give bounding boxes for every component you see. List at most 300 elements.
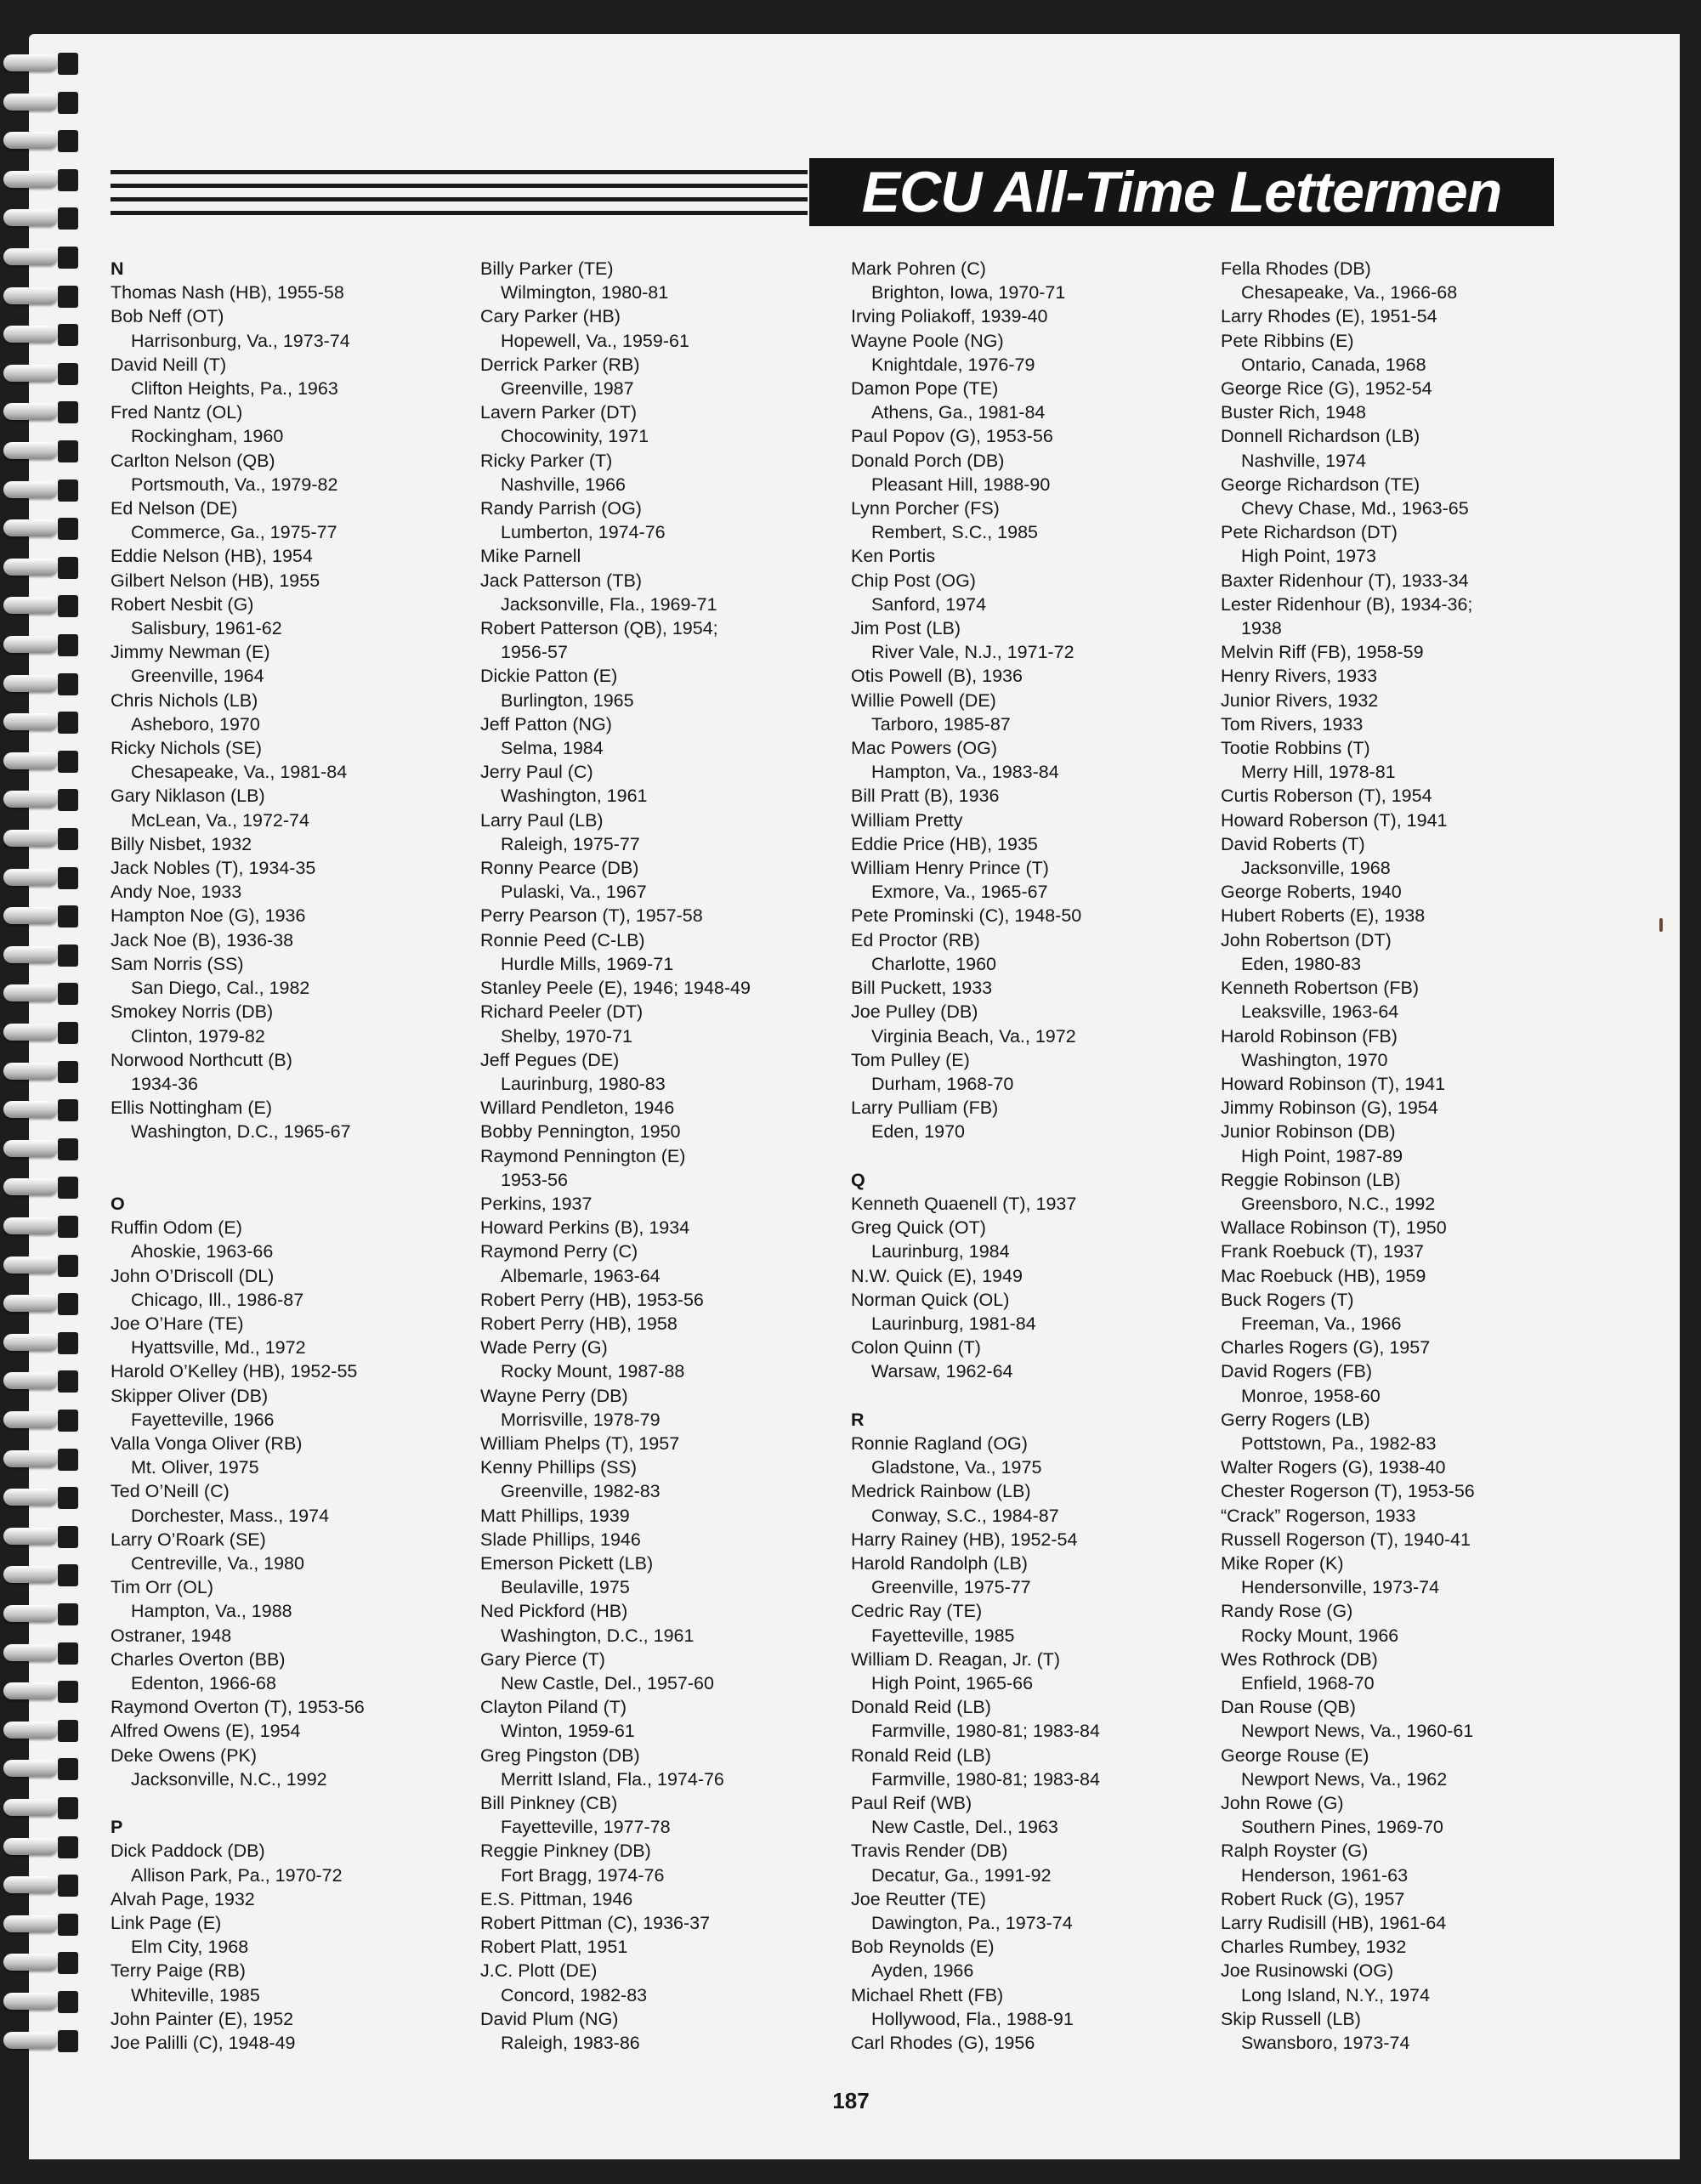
letterman-entry: Larry Rudisill (HB), 1961-64: [1221, 1913, 1447, 1934]
letterman-detail: Rocky Mount, 1966: [1241, 1625, 1399, 1646]
binding-ring: [3, 439, 82, 464]
ring-coil: [3, 869, 58, 886]
letterman-entry: Clayton Piland (T): [480, 1697, 627, 1718]
letterman-detail: Clifton Heights, Pa., 1963: [131, 378, 338, 400]
letterman-detail: Wilmington, 1980-81: [501, 282, 669, 303]
letterman-detail: Pleasant Hill, 1988-90: [871, 474, 1051, 495]
ring-coil: [3, 636, 58, 653]
letterman-entry: Robert Nesbit (G): [111, 593, 254, 615]
letterman-detail: Eden, 1970: [871, 1121, 965, 1143]
ring-coil: [3, 1799, 58, 1816]
letterman-entry: Walter Rogers (G), 1938-40: [1221, 1457, 1446, 1478]
letterman-entry: Link Page (E): [111, 1912, 222, 1933]
letterman-entry: Carl Rhodes (G), 1956: [851, 2033, 1035, 2053]
ring-coil: [3, 1644, 58, 1661]
ring-coil: [3, 1217, 58, 1234]
letterman-entry: E.S. Pittman, 1946: [480, 1888, 633, 1909]
punch-hole: [58, 1681, 78, 1703]
letterman-entry: Hubert Roberts (E), 1938: [1221, 905, 1426, 927]
header-rule: [111, 211, 808, 215]
ring-coil: [3, 2032, 58, 2049]
letterman-entry: Bobby Pennington, 1950: [480, 1121, 681, 1143]
letterman-entry: John Rowe (G): [1221, 1793, 1344, 1813]
binding-ring: [3, 1485, 82, 1511]
letterman-entry: Paul Popov (G), 1953-56: [851, 426, 1053, 447]
letterman-entry: Jerry Paul (C): [480, 762, 593, 783]
letterman-detail: Fayetteville, 1966: [131, 1409, 275, 1430]
letterman-detail: Conway, S.C., 1984-87: [871, 1505, 1059, 1526]
letterman-entry: Terry Paige (RB): [111, 1960, 246, 1982]
letterman-entry: Mac Roebuck (HB), 1959: [1221, 1265, 1426, 1286]
letterman-entry: Raymond Perry (C): [480, 1241, 638, 1262]
ring-coil: [3, 830, 58, 847]
punch-hole: [58, 1991, 78, 2013]
ring-coil: [3, 54, 58, 71]
punch-hole: [58, 1564, 78, 1586]
punch-hole: [58, 1370, 78, 1393]
letterman-entry: Thomas Nash (HB), 1955-58: [111, 282, 344, 303]
letterman-entry: William D. Reagan, Jr. (T): [851, 1648, 1061, 1670]
letterman-detail: Tarboro, 1985-87: [871, 713, 1011, 735]
letterman-detail: Burlington, 1965: [501, 689, 634, 711]
binding-ring: [3, 749, 82, 774]
letterman-entry: Ronnie Peed (C-LB): [480, 929, 645, 950]
ring-coil: [3, 132, 58, 149]
letterman-entry: William Pretty: [851, 809, 963, 831]
letterman-entry: Norman Quick (OL): [851, 1289, 1010, 1310]
letterman-entry: Reggie Pinkney (DB): [480, 1841, 651, 1862]
letterman-detail: New Castle, Del., 1963: [871, 1817, 1058, 1838]
letterman-entry: Joe O’Hare (TE): [111, 1313, 244, 1334]
letterman-detail: San Diego, Cal., 1982: [131, 978, 310, 999]
letterman-detail: Hendersonville, 1973-74: [1241, 1577, 1440, 1598]
letterman-entry: Irving Poliakoff, 1939-40: [851, 306, 1048, 327]
punch-hole: [58, 751, 78, 773]
letterman-entry: Chris Nichols (LB): [111, 689, 258, 711]
ring-coil: [3, 791, 58, 808]
letterman-entry: Mark Pohren (C): [851, 258, 986, 279]
letterman-detail: Mt. Oliver, 1975: [131, 1457, 259, 1478]
punch-hole: [58, 247, 78, 269]
letterman-entry: Wayne Perry (DB): [480, 1385, 628, 1406]
letterman-detail: Edenton, 1966-68: [131, 1672, 276, 1693]
section-gap: [111, 1791, 365, 1815]
letterman-entry: David Neill (T): [111, 354, 227, 375]
letterman-entry: Kenneth Robertson (FB): [1221, 978, 1420, 999]
binding-ring: [3, 1447, 82, 1472]
binding-ring: [3, 51, 82, 77]
binding-ring: [3, 1330, 82, 1356]
letterman-entry: George Roberts, 1940: [1221, 882, 1402, 903]
letterman-entry: Jack Noe (B), 1936-38: [111, 929, 294, 950]
letterman-entry: Perkins, 1937: [480, 1193, 593, 1214]
letterman-entry: Larry O’Roark (SE): [111, 1529, 266, 1550]
letterman-entry: Wallace Robinson (T), 1950: [1221, 1217, 1447, 1239]
section-letter: N: [111, 258, 124, 279]
letterman-entry: Tom Pulley (E): [851, 1049, 970, 1070]
punch-hole: [58, 169, 78, 191]
letterman-detail: Commerce, Ga., 1975-77: [131, 522, 337, 543]
letterman-detail: Dawington, Pa., 1973-74: [871, 1912, 1073, 1933]
letterman-detail: Clinton, 1979-82: [131, 1025, 265, 1047]
punch-hole: [58, 1875, 78, 1897]
letterman-entry: Willie Powell (DE): [851, 689, 996, 711]
binding-ring: [3, 943, 82, 968]
letterman-detail: Greenville, 1975-77: [871, 1577, 1031, 1598]
punch-hole: [58, 401, 78, 423]
letterman-detail: Southern Pines, 1969-70: [1241, 1817, 1443, 1838]
binding-ring: [3, 593, 82, 619]
letterman-entry: Russell Rogerson (T), 1940-41: [1221, 1529, 1471, 1550]
punch-hole: [58, 363, 78, 385]
letterman-detail: Newport News, Va., 1960-61: [1241, 1721, 1474, 1742]
binding-ring: [3, 981, 82, 1007]
letterman-detail: Laurinburg, 1981-84: [871, 1313, 1036, 1334]
binding-ring: [3, 1989, 82, 2015]
letterman-detail: Hyattsville, Md., 1972: [131, 1337, 306, 1359]
binding-ring: [3, 206, 82, 231]
letterman-detail: Chevy Chase, Md., 1963-65: [1241, 498, 1469, 519]
binding-ring: [3, 633, 82, 658]
ring-coil: [3, 1605, 58, 1622]
letterman-detail: Chocowinity, 1971: [501, 426, 649, 447]
letterman-entry: Joe Rusinowski (OG): [1221, 1960, 1394, 1982]
ring-coil: [3, 946, 58, 963]
binding-ring: [3, 400, 82, 425]
page-header: [111, 158, 1554, 226]
letterman-detail: Jacksonville, N.C., 1992: [131, 1768, 327, 1790]
letterman-detail: 1934-36: [131, 1073, 198, 1094]
letterman-detail: River Vale, N.J., 1971-72: [871, 642, 1074, 663]
letterman-entry: Jeff Pegues (DE): [480, 1049, 620, 1070]
punch-hole: [58, 1061, 78, 1083]
letterman-entry: Eddie Nelson (HB), 1954: [111, 546, 313, 567]
letterman-detail: Swansboro, 1973-74: [1241, 2033, 1410, 2054]
letterman-entry: Billy Nisbet, 1932: [111, 833, 252, 854]
letterman-entry: Raymond Pennington (E): [480, 1145, 686, 1166]
letterman-entry: Slade Phillips, 1946: [480, 1529, 641, 1550]
letterman-entry: Ralph Royster (G): [1221, 1841, 1369, 1862]
letterman-detail: Pulaski, Va., 1967: [501, 882, 647, 903]
letterman-entry: Andy Noe, 1933: [111, 882, 242, 903]
letterman-entry: Ricky Nichols (SE): [111, 738, 262, 759]
letterman-entry: Buck Rogers (T): [1221, 1289, 1354, 1310]
punch-hole: [58, 945, 78, 967]
letterman-entry: Valla Vonga Oliver (RB): [111, 1432, 303, 1454]
letterman-detail: Jacksonville, 1968: [1241, 858, 1391, 879]
letterman-detail: 1956-57: [501, 642, 568, 663]
letterman-detail: Raleigh, 1975-77: [501, 833, 640, 854]
letterman-entry: Bill Puckett, 1933: [851, 978, 993, 999]
letterman-entry: David Roberts (T): [1221, 833, 1365, 854]
letterman-entry: Larry Pulliam (FB): [851, 1098, 999, 1119]
letterman-detail: Morrisville, 1978-79: [501, 1409, 661, 1430]
letterman-entry: Henry Rivers, 1933: [1221, 666, 1378, 687]
punch-hole: [58, 207, 78, 230]
ring-coil: [3, 519, 58, 536]
punch-hole: [58, 518, 78, 540]
letterman-detail: Washington, D.C., 1965-67: [131, 1121, 351, 1143]
letterman-entry: Otis Powell (B), 1936: [851, 666, 1023, 687]
letterman-entry: Reggie Robinson (LB): [1221, 1169, 1401, 1190]
page-title: ECU All-Time Lettermen: [861, 160, 1502, 224]
letterman-entry: Howard Roberson (T), 1941: [1221, 809, 1448, 831]
binding-ring: [3, 1950, 82, 1976]
letterman-entry: Willard Pendleton, 1946: [480, 1098, 675, 1119]
ring-coil: [3, 1295, 58, 1312]
letterman-entry: Curtis Roberson (T), 1954: [1221, 786, 1432, 807]
letterman-entry: Frank Roebuck (T), 1937: [1221, 1241, 1424, 1262]
letterman-detail: Freeman, Va., 1966: [1241, 1313, 1402, 1334]
letterman-entry: Colon Quinn (T): [851, 1337, 981, 1359]
letterman-detail: Hampton, Va., 1983-84: [871, 762, 1059, 783]
ring-coil: [3, 1876, 58, 1893]
title-banner: [809, 158, 1554, 226]
ring-coil: [3, 326, 58, 343]
letterman-entry: Billy Parker (TE): [480, 258, 614, 279]
letterman-entry: Perry Pearson (T), 1957-58: [480, 905, 703, 927]
letterman-entry: Gary Pierce (T): [480, 1648, 605, 1670]
letterman-detail: Centreville, Va., 1980: [131, 1552, 304, 1574]
letterman-detail: Whiteville, 1985: [131, 1984, 260, 2005]
letterman-detail: Brighton, Iowa, 1970-71: [871, 282, 1066, 303]
binding-ring: [3, 361, 82, 387]
page-number: 187: [832, 2088, 870, 2113]
section-gap: [851, 1144, 1100, 1168]
binding-ring: [3, 1291, 82, 1317]
letterman-entry: Charles Overton (BB): [111, 1648, 286, 1670]
letterman-detail: Greensboro, N.C., 1992: [1241, 1193, 1436, 1214]
ring-coil: [3, 1450, 58, 1467]
letterman-detail: Merry Hill, 1978-81: [1241, 762, 1396, 783]
binding-ring: [3, 1679, 82, 1705]
letterman-entry: Harold Robinson (FB): [1221, 1025, 1398, 1047]
ring-coil: [3, 287, 58, 304]
letterman-detail: Allison Park, Pa., 1970-72: [131, 1864, 343, 1886]
letterman-entry: Junior Robinson (DB): [1221, 1121, 1396, 1143]
binding-ring: [3, 1408, 82, 1433]
punch-hole: [58, 1138, 78, 1160]
letterman-entry: Randy Rose (G): [1221, 1601, 1353, 1622]
letterman-detail: Concord, 1982-83: [501, 1984, 648, 2005]
letterman-entry: Robert Perry (HB), 1958: [480, 1313, 678, 1334]
binding-ring: [3, 284, 82, 309]
letterman-entry: Mac Powers (OG): [851, 738, 998, 759]
letterman-entry: Robert Perry (HB), 1953-56: [480, 1289, 704, 1310]
letterman-entry: Carlton Nelson (QB): [111, 450, 275, 471]
ring-coil: [3, 481, 58, 498]
ring-coil: [3, 365, 58, 382]
column-3: [851, 257, 1100, 2055]
ring-coil: [3, 1140, 58, 1157]
letterman-entry: Howard Robinson (T), 1941: [1221, 1073, 1446, 1094]
letterman-entry: Ostraner, 1948: [111, 1625, 232, 1646]
letterman-detail: Laurinburg, 1984: [871, 1241, 1010, 1262]
letterman-entry: Dick Paddock (DB): [111, 1841, 265, 1862]
letterman-detail: Gladstone, Va., 1975: [871, 1457, 1042, 1478]
letterman-entry: “Crack” Rogerson, 1933: [1221, 1505, 1416, 1526]
letterman-entry: Pete Prominski (C), 1948-50: [851, 905, 1082, 927]
letterman-detail: Hollywood, Fla., 1988-91: [871, 2008, 1074, 2029]
letterman-entry: Charles Rogers (G), 1957: [1221, 1337, 1431, 1359]
letterman-entry: Kenneth Quaenell (T), 1937: [851, 1193, 1077, 1214]
letterman-entry: John Robertson (DT): [1221, 929, 1392, 950]
letterman-entry: Bob Reynolds (E): [851, 1937, 995, 1958]
binding-ring: [3, 1137, 82, 1162]
punch-hole: [58, 440, 78, 462]
binding-ring: [3, 1873, 82, 1898]
ring-coil: [3, 752, 58, 769]
letterman-entry: Lester Ridenhour (B), 1934-36;: [1221, 593, 1473, 615]
header-rule: [111, 170, 808, 174]
punch-hole: [58, 634, 78, 656]
letterman-detail: Selma, 1984: [501, 738, 604, 759]
letterman-detail: Greenville, 1987: [501, 378, 634, 400]
letterman-detail: Newport News, Va., 1962: [1241, 1768, 1448, 1790]
ring-coil: [3, 1372, 58, 1389]
punch-hole: [58, 1526, 78, 1548]
punch-hole: [58, 905, 78, 927]
punch-hole: [58, 53, 78, 75]
letterman-entry: Larry Paul (LB): [480, 809, 604, 831]
binding-ring: [3, 1098, 82, 1123]
letterman-entry: Smokey Norris (DB): [111, 1001, 274, 1023]
letterman-detail: Chicago, Ill., 1986-87: [131, 1289, 304, 1310]
binding-ring: [3, 167, 82, 193]
letterman-detail: Sanford, 1974: [871, 593, 987, 615]
punch-hole: [58, 1332, 78, 1354]
letterman-detail: 1953-56: [501, 1169, 568, 1190]
letterman-detail: Nashville, 1974: [1241, 450, 1367, 471]
letterman-detail: Winton, 1959-61: [501, 1721, 635, 1742]
letterman-entry: Ted O’Neill (C): [111, 1481, 230, 1502]
letterman-entry: Emerson Pickett (LB): [480, 1552, 654, 1574]
letterman-entry: Pete Richardson (DT): [1221, 522, 1398, 543]
ring-coil: [3, 1178, 58, 1195]
ring-coil: [3, 442, 58, 459]
ring-coil: [3, 1722, 58, 1739]
ring-coil: [3, 1993, 58, 2010]
section-gap: [111, 1144, 365, 1168]
letterman-entry: George Richardson (TE): [1221, 474, 1420, 495]
ring-coil: [3, 1101, 58, 1118]
letterman-entry: Dickie Patton (E): [480, 666, 618, 687]
binding-ring: [3, 672, 82, 697]
letterman-entry: Larry Rhodes (E), 1951-54: [1221, 306, 1437, 327]
letterman-entry: Eddie Price (HB), 1935: [851, 833, 1038, 854]
letterman-entry: Gary Niklason (LB): [111, 786, 265, 807]
letterman-detail: Eden, 1980-83: [1241, 953, 1362, 974]
letterman-entry: Ronnie Ragland (OG): [851, 1432, 1028, 1454]
punch-hole: [58, 673, 78, 695]
letterman-detail: Monroe, 1958-60: [1241, 1385, 1381, 1406]
punch-hole: [58, 712, 78, 734]
letterman-entry: Michael Rhett (FB): [851, 1984, 1004, 2005]
binding-ring: [3, 1641, 82, 1666]
binding-ring: [3, 1175, 82, 1200]
letterman-detail: Laurinburg, 1980-83: [501, 1073, 666, 1094]
ring-coil: [3, 1682, 58, 1699]
letterman-detail: Decatur, Ga., 1991-92: [871, 1864, 1052, 1886]
ring-coil: [3, 248, 58, 265]
letterman-detail: Washington, D.C., 1961: [501, 1625, 695, 1646]
letterman-entry: Robert Patterson (QB), 1954;: [480, 618, 718, 639]
letterman-entry: Travis Render (DB): [851, 1841, 1008, 1862]
ring-coil: [3, 907, 58, 924]
letterman-detail: Athens, Ga., 1981-84: [871, 402, 1046, 423]
binding-ring: [3, 710, 82, 735]
letterman-entry: Chip Post (OG): [851, 570, 976, 591]
ring-coil: [3, 1411, 58, 1428]
letterman-detail: Greenville, 1964: [131, 666, 264, 687]
punch-hole: [58, 1216, 78, 1238]
ring-coil: [3, 1954, 58, 1971]
column-1: [111, 257, 365, 2055]
letterman-detail: Salisbury, 1961-62: [131, 618, 282, 639]
punch-hole: [58, 1797, 78, 1819]
ring-coil: [3, 713, 58, 730]
letterman-detail: Farmville, 1980-81; 1983-84: [871, 1721, 1100, 1742]
letterman-entry: Joe Pulley (DB): [851, 1001, 978, 1023]
letterman-detail: 1938: [1241, 618, 1282, 639]
letterman-detail: Exmore, Va., 1965-67: [871, 882, 1048, 903]
letterman-entry: Wayne Poole (NG): [851, 330, 1004, 351]
letterman-entry: Deke Owens (PK): [111, 1744, 258, 1766]
binding-ring: [3, 1020, 82, 1046]
letterman-detail: Leaksville, 1963-64: [1241, 1001, 1399, 1023]
letterman-detail: Fort Bragg, 1974-76: [501, 1864, 665, 1886]
binding-ring: [3, 245, 82, 270]
punch-hole: [58, 286, 78, 308]
ring-coil: [3, 559, 58, 576]
letterman-entry: N.W. Quick (E), 1949: [851, 1265, 1023, 1286]
punch-hole: [58, 1642, 78, 1665]
punch-hole: [58, 789, 78, 811]
letterman-entry: David Plum (NG): [480, 2008, 619, 2029]
letterman-entry: Ronny Pearce (DB): [480, 858, 639, 879]
letterman-entry: Damon Pope (TE): [851, 378, 999, 400]
letterman-entry: John Painter (E), 1952: [111, 2008, 294, 2029]
ring-coil: [3, 94, 58, 111]
binding-ring: [3, 826, 82, 852]
letterman-entry: Tom Rivers, 1933: [1221, 713, 1364, 735]
punch-hole: [58, 130, 78, 152]
letterman-entry: Cary Parker (HB): [480, 306, 621, 327]
letterman-entry: Tim Orr (OL): [111, 1577, 214, 1598]
ring-coil: [3, 171, 58, 188]
letterman-entry: Jack Patterson (TB): [480, 570, 642, 591]
letterman-detail: Durham, 1968-70: [871, 1073, 1014, 1094]
column-4: [1221, 257, 1475, 2055]
binding-ring: [3, 787, 82, 813]
letterman-entry: Ned Pickford (HB): [480, 1601, 628, 1622]
letterman-entry: Chester Rogerson (T), 1953-56: [1221, 1481, 1475, 1502]
letterman-entry: Ricky Parker (T): [480, 450, 613, 471]
letterman-entry: Richard Peeler (DT): [480, 1001, 644, 1023]
section-letter: P: [111, 1817, 123, 1838]
header-rule: [111, 197, 808, 201]
letterman-detail: Greenville, 1982-83: [501, 1481, 661, 1502]
letterman-entry: George Rice (G), 1952-54: [1221, 378, 1432, 400]
binding-ring: [3, 1912, 82, 1937]
letterman-entry: Alfred Owens (E), 1954: [111, 1721, 301, 1742]
punch-hole: [58, 983, 78, 1005]
letterman-detail: Warsaw, 1962-64: [871, 1361, 1013, 1382]
letterman-detail: Chesapeake, Va., 1966-68: [1241, 282, 1458, 303]
letterman-detail: Albemarle, 1963-64: [501, 1265, 661, 1286]
letterman-entry: Kenny Phillips (SS): [480, 1457, 638, 1478]
letterman-detail: Rocky Mount, 1987-88: [501, 1361, 685, 1382]
